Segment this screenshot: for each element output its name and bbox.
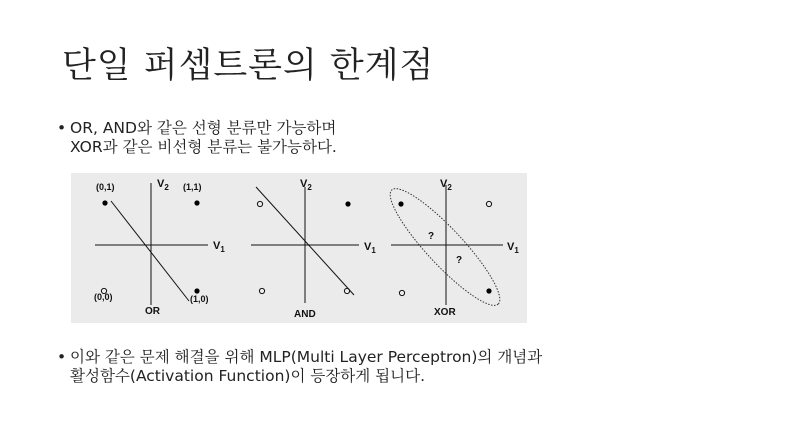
data-point: [398, 201, 403, 206]
v2-label: $V_2$: [300, 178, 312, 192]
panel-name: OR: [145, 306, 160, 317]
perceptron-figure: [71, 173, 527, 323]
panel-and: [251, 178, 376, 320]
perceptron-diagrams: [71, 173, 527, 323]
v1-label: $V_1$: [364, 241, 376, 255]
panel-name: AND: [294, 309, 316, 320]
panel-or: [94, 178, 225, 317]
question-mark: ?: [456, 255, 463, 266]
panel-xor: [379, 178, 520, 318]
point-label: (0,1): [96, 182, 115, 192]
data-point: [194, 288, 199, 293]
data-point: [345, 201, 350, 206]
slide-title: 단일 퍼셉트론의 한계점: [62, 46, 435, 86]
v1-label: $V_1$: [213, 240, 225, 254]
bullet-line: 이와 같은 문제 해결을 위해 MLP(Multi Layer Perceptron)의 개념과: [70, 348, 543, 366]
bullet-marker: •: [57, 119, 67, 137]
bullet-marker: •: [57, 348, 67, 366]
bullet-mlp-activation: [57, 348, 542, 386]
data-point: [486, 201, 491, 206]
bullet-line: 활성함수(Activation Function)이 등장하게 됩니다.: [70, 367, 426, 385]
data-point: [194, 200, 199, 205]
point-label: (1,1): [183, 182, 202, 192]
v1-label: $V_1$: [507, 241, 519, 255]
data-point: [257, 201, 262, 206]
point-label: (1,0): [190, 294, 209, 304]
xor-region-ellipse: [379, 178, 512, 317]
point-label: (0,0): [94, 292, 113, 302]
v2-label: $V_2$: [157, 178, 169, 192]
bullet-line: OR, AND와 같은 선형 분류만 가능하며: [70, 119, 337, 137]
data-point: [399, 290, 404, 295]
bullet-line: XOR과 같은 비선형 분류는 불가능하다.: [70, 138, 337, 156]
bullet-linear-classification: [57, 119, 337, 157]
data-point: [344, 288, 349, 293]
decision-boundary: [111, 201, 189, 301]
v2-label: $V_2$: [440, 178, 452, 192]
data-point: [102, 200, 107, 205]
data-point: [259, 288, 264, 293]
panel-name: XOR: [434, 307, 456, 318]
data-point: [486, 288, 491, 293]
question-mark: ?: [428, 231, 435, 242]
